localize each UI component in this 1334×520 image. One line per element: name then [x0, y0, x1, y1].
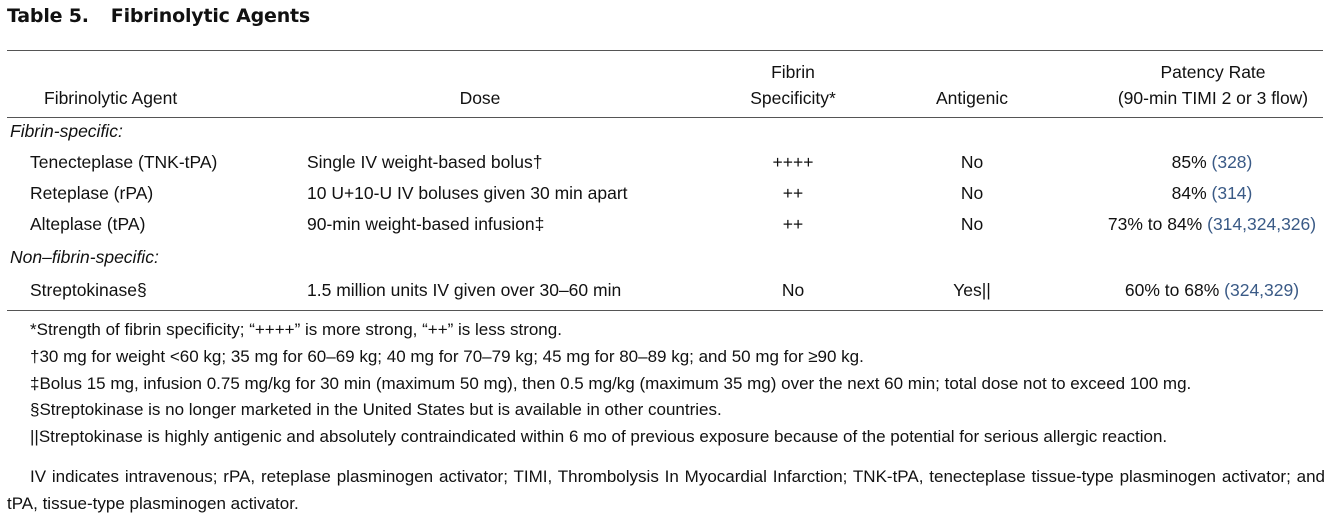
header-agent: Fibrinolytic Agent: [44, 88, 178, 108]
group-row-fibrin-specific: [0, 116, 1334, 146]
table-row: [0, 178, 1334, 208]
header-fibrin-line1: Fibrin: [771, 62, 815, 82]
cell-antigenic: No: [960, 183, 984, 203]
cell-dose: Single IV weight-based bolus†: [307, 152, 543, 172]
cell-fibrin: No: [781, 280, 805, 300]
table-title-text: Fibrinolytic Agents: [110, 5, 311, 27]
cell-dose: 1.5 million units IV given over 30–60 min: [307, 280, 622, 300]
cell-agent: Alteplase (tPA): [30, 214, 146, 234]
cell-patency: [1099, 178, 1325, 208]
footnote-streptokinase-market: §Streptokinase is no longer marketed in the United States but is available in other countries.: [30, 400, 722, 419]
table-row: [0, 147, 1334, 177]
cell-dose: 90-min weight-based infusion‡: [307, 214, 545, 234]
group-row-non-fibrin-specific: [0, 242, 1334, 272]
cell-patency: [1099, 209, 1325, 239]
cell-antigenic: No: [960, 214, 984, 234]
reference-link[interactable]: (328): [1211, 152, 1253, 172]
table-number: Table 5.: [7, 5, 89, 27]
cell-agent: Reteplase (rPA): [30, 183, 154, 203]
header-fibrin-specificity: [733, 59, 853, 111]
header-patency-line2: (90-min TIMI 2 or 3 flow): [1117, 88, 1309, 108]
cell-antigenic: Yes||: [953, 280, 991, 300]
patency-value: 85%: [1171, 152, 1207, 172]
table-row: [0, 275, 1334, 305]
group-label: Non–fibrin-specific:: [10, 247, 159, 267]
group-label: Fibrin-specific:: [10, 121, 123, 141]
footnote-alteplase-dosing: ‡Bolus 15 mg, infusion 0.75 mg/kg for 30 min (maximum 50 mg), then 0.5 mg/kg (maximum 35 mg) over the next 60 min; total dose not to exceed 100 mg.: [30, 374, 1192, 393]
patency-value: 73% to 84%: [1107, 214, 1203, 234]
cell-fibrin: ++: [782, 183, 804, 203]
cell-fibrin: ++: [782, 214, 804, 234]
cell-dose: 10 U+10-U IV boluses given 30 min apart: [307, 183, 628, 203]
cell-patency: [1099, 147, 1325, 177]
patency-value: 84%: [1171, 183, 1207, 203]
footnote-streptokinase-antigenic: ||Streptokinase is highly antigenic and absolutely contraindicated within 6 mo of previous exposure because of the potential for serious allergic reaction.: [30, 427, 1168, 446]
bottom-rule: [7, 310, 1323, 311]
abbreviations-note: IV indicates intravenous; rPA, reteplase plasminogen activator; TIMI, Thrombolysis In Myocardial Infarction; TNK-tPA, tenecteplase tissue-type plasminogen activator; and tPA, tissue-type plasminogen activator.: [7, 467, 1325, 513]
footnote-weight-dosing: †30 mg for weight <60 kg; 35 mg for 60–69 kg; 40 mg for 70–79 kg; 45 mg for 80–89 kg; and 50 mg for ≥90 kg.: [30, 347, 864, 366]
reference-link[interactable]: (314): [1211, 183, 1253, 203]
cell-agent: Streptokinase§: [30, 280, 147, 300]
cell-patency: [1099, 275, 1325, 305]
header-patency-line1: Patency Rate: [1160, 62, 1266, 82]
header-antigenic: Antigenic: [936, 88, 1008, 108]
header-dose: Dose: [459, 88, 501, 108]
header-fibrin-line2: Specificity*: [750, 88, 836, 108]
cell-antigenic: No: [960, 152, 984, 172]
patency-value: 60% to 68%: [1124, 280, 1220, 300]
table-title: [7, 5, 310, 27]
top-rule: [7, 50, 1323, 51]
reference-link[interactable]: (324,329): [1224, 280, 1300, 300]
header-patency-rate: [1099, 59, 1327, 111]
reference-link[interactable]: (314,324,326): [1207, 214, 1317, 234]
table-row: [0, 209, 1334, 239]
cell-fibrin: ++++: [772, 152, 814, 172]
cell-agent: Tenecteplase (TNK-tPA): [30, 152, 218, 172]
footnote-fibrin-specificity: *Strength of fibrin specificity; “++++” is more strong, “++” is less strong.: [30, 320, 562, 339]
